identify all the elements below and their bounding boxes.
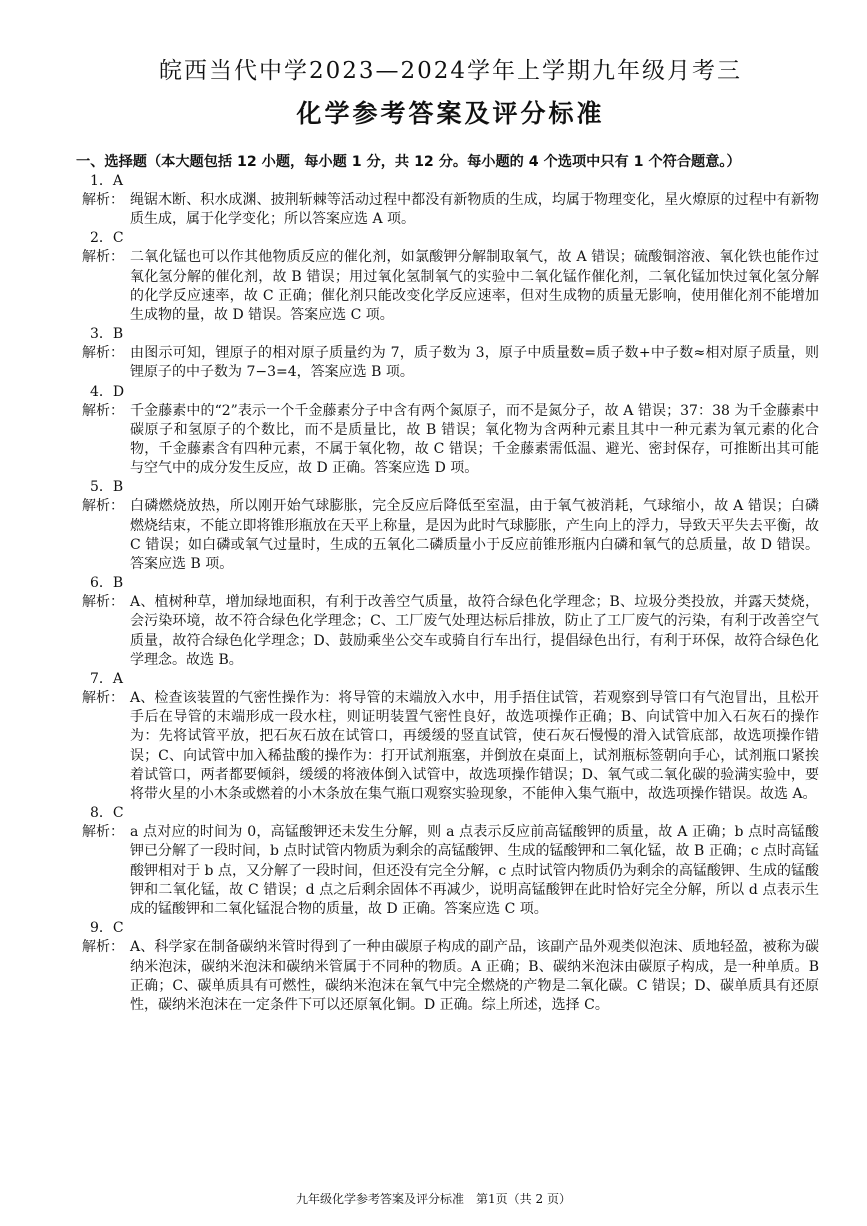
explanation-text: a 点对应的时间为 0，高锰酸钾还未发生分解，则 a 点表示反应前高锰酸钾的质量，故 A 正确；b 点时高锰酸钾已分解了一段时间，b 点时试管内物质为剩余的高锰酸钾、生成的锰酸钾和二氧化锰，故 B 正确；c 点时高锰酸钾相对于 b 点，又分解了一段时间，但还没有完全分解，c 点时试管内物质仍为剩余的高锰酸钾、生成的锰酸钾和二氧化锰，故 C 错误；d 点之后剩余固体不再减少，说明高锰酸钾在此时恰好完全分解，所以 d 点表示生成的锰酸钾和二氧化锰混合物的质量，故 D 正确。答案应选 C 项。 <box>130 824 819 918</box>
question-item-1 <box>82 172 819 229</box>
answer-key: 4．D <box>90 383 125 400</box>
explanation-text: 由图示可知，锂原子的相对原子质量约为 7，质子数为 3，原子中质量数=质子数+中子数≈相对原子质量，则锂原子的中子数为 7−3=4，答案应选 B 项。 <box>130 345 819 381</box>
explanation <box>82 593 819 670</box>
explanation <box>82 191 819 229</box>
explanation-label: 解析： <box>82 249 124 266</box>
explanation-label: 解析： <box>82 690 124 707</box>
explanation-label: 解析： <box>82 824 124 841</box>
answer-key: 1．A <box>90 173 124 189</box>
answer-key: 3．B <box>90 326 124 343</box>
explanation <box>82 938 819 1015</box>
document-subtitle: 化学参考答案及评分标准 <box>296 99 605 128</box>
explanation <box>82 689 819 804</box>
answer-key: 9．C <box>90 920 124 937</box>
explanation-text: 二氧化锰也可以作其他物质反应的催化剂，如氯酸钾分解制取氧气，故 A 错误；硫酸铜溶液、氧化铁也能作过氧化氢分解的催化剂，故 B 错误；用过氧化氢制氧气的实验中二氧化锰作催化剂，二氧化锰加快过氧化氢分解的化学反应速率，故 C 正确；催化剂只能改变化学反应速率，但对生成物的质量无影响，使用催化剂不能增加生成物的量，故 D 错误。答案应选 C 项。 <box>130 249 819 324</box>
explanation <box>82 344 819 382</box>
question-item-4 <box>82 383 819 479</box>
answer-key: 6．B <box>90 575 124 592</box>
explanation <box>82 497 819 574</box>
question-item-7 <box>82 670 819 804</box>
answer-key: 2．C <box>90 230 124 247</box>
explanation-text: 白磷燃烧放热，所以刚开始气球膨胀，完全反应后降低至室温，由于氧气被消耗，气球缩小，故 A 错误；白磷燃烧结束，不能立即将锥形瓶放在天平上称量，是因为此时气球膨胀，产生向上的浮力，导致天平失去平衡，故 C 错误；如白磷或氧气过量时，生成的五氧化二磷质量小于反应前锥形瓶内白磷和氧气的总质量，故 D 错误。答案应选 B 项。 <box>130 498 819 573</box>
explanation-label: 解析： <box>82 498 124 515</box>
section-heading: 一、选择题（本大题包括 12 小题，每小题 1 分，共 12 分。每小题的 4 个选项中只有 1 个符合题意。） <box>76 154 741 170</box>
document-title: 皖西当代中学2023—2024学年上学期九年级月考三 <box>158 58 743 84</box>
answer-key: 5．B <box>90 479 124 496</box>
explanation <box>82 823 819 919</box>
answer-key: 8．C <box>90 805 124 822</box>
explanation-text: A、检查该装置的气密性操作为：将导管的末端放入水中，用手捂住试管，若观察到导管口有气泡冒出，且松开手后在导管的末端形成一段水柱，则证明装置气密性良好，故选项操作正确；B、向试管中加入石灰石的操作为：先将试管平放，把石灰石放在试管口，再缓缓的竖直试管，使石灰石慢慢的滑入试管底部，故选项操作错误；C、向试管中加入稀盐酸的操作为：打开试剂瓶塞，并倒放在桌面上，试剂瓶标签朝向手心，试剂瓶口紧挨着试管口，两者都要倾斜，缓缓的将液体倒入试管中，故选项操作错误；D、氧气或二氧化碳的验满实验中，要将带火星的小木条或燃着的小木条放在集气瓶口观察实验现象，不能伸入集气瓶中，故选项操作错误。故选 A。 <box>130 690 819 803</box>
explanation-label: 解析： <box>82 192 124 208</box>
explanation-text: A、科学家在制备碳纳米管时得到了一种由碳原子构成的副产品，该副产品外观类似泡沫、质地轻盈，被称为碳纳米泡沫，碳纳米泡沫和碳纳米管属于不同种的物质。A 正确；B、碳纳米泡沫由碳原子构成，是一种单质。B 正确；C、碳单质具有可燃性，碳纳米泡沫在氧气中完全燃烧的产物是二氧化碳。C 错误；D、碳单质具有还原性，碳纳米泡沫在一定条件下可以还原氧化铜。D 正确。综上所述，选择 C。 <box>130 939 819 1013</box>
explanation-label: 解析： <box>82 939 124 956</box>
explanation-label: 解析： <box>82 345 124 362</box>
explanation <box>82 402 819 479</box>
question-item-8 <box>82 804 819 919</box>
explanation-label: 解析： <box>82 402 124 419</box>
explanation-text: 绳锯木断、积水成渊、披荆斩棘等活动过程中都没有新物质的生成，均属于物理变化，星火燎原的过程中有新物质生成，属于化学变化；所以答案应选 A 项。 <box>130 192 819 228</box>
question-item-5 <box>82 478 819 574</box>
question-item-9 <box>82 919 819 1015</box>
explanation-text: 千金藤素中的“2”表示一个千金藤素分子中含有两个氮原子，而不是氮分子，故 A 错误；37：38 为千金藤素中碳原子和氢原子的个数比，而不是质量比，故 B 错误；氧化物为含两种元素且其中一种元素为氧元素的化合物，千金藤素含有四种元素，不属于氧化物，故 C 错误；千金藤素需低温、避光、密封保存，可推断出其可能与空气中的成分发生反应，故 D 正确。答案应选 D 项。 <box>130 402 819 477</box>
page-footer: 九年级化学参考答案及评分标准 第1页（共 2 页） <box>296 1192 571 1206</box>
explanation <box>82 248 819 325</box>
explanation-label: 解析： <box>82 594 124 611</box>
answer-key: 7．A <box>90 671 124 688</box>
question-item-3 <box>82 325 819 382</box>
question-item-6 <box>82 574 819 670</box>
question-item-2 <box>82 229 819 325</box>
explanation-text: A、植树种草，增加绿地面积，有利于改善空气质量，故符合绿色化学理念；B、垃圾分类投放，并露天焚烧，会污染环境，故不符合绿色化学理念；C、工厂废气处理达标后排放，防止了工厂废气的污染，有利于改善空气质量，故符合绿色化学理念；D、鼓励乘坐公交车或骑自行车出行，提倡绿色出行，有利于环保，故符合绿色化学理念。故选 B。 <box>130 594 819 668</box>
